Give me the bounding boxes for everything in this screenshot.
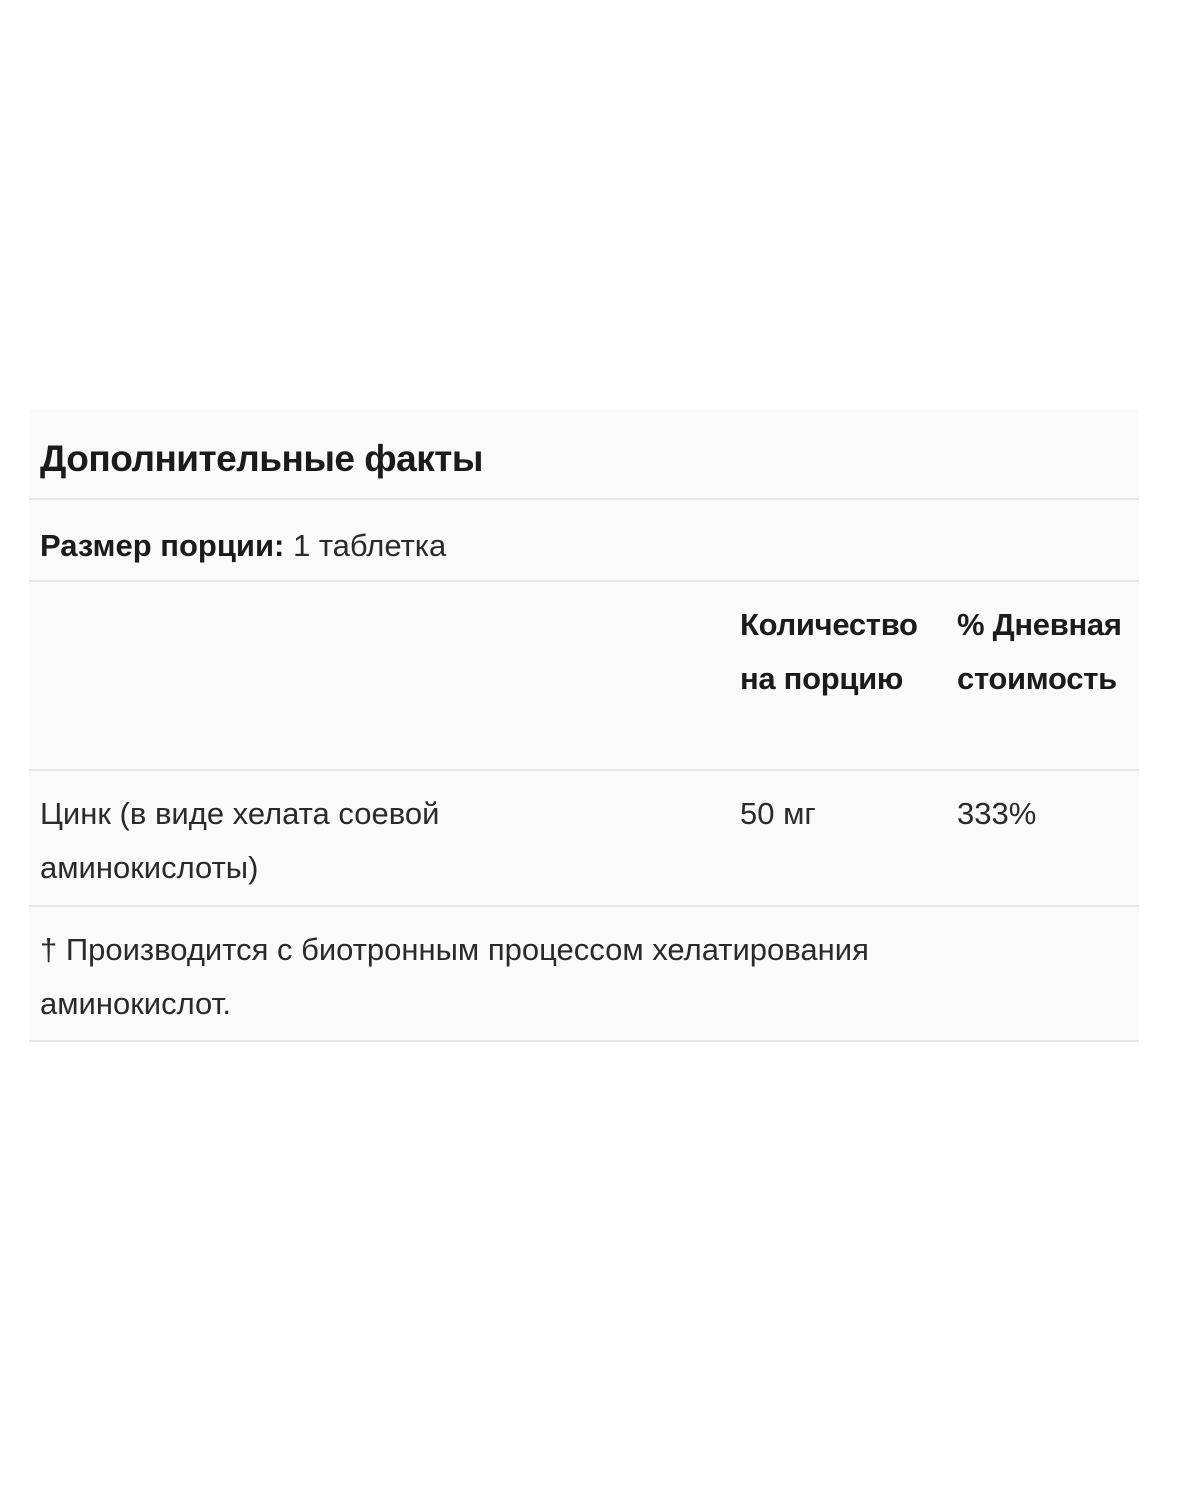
ingredient-name: Цинк (в виде хелата соевой аминокислоты) [29, 770, 729, 906]
facts-table [29, 582, 1139, 907]
header-daily-value: % Дневная стоимость [946, 582, 1139, 770]
panel-title: Дополнительные факты [29, 410, 1139, 500]
table-header-row [29, 582, 1139, 770]
table-row [29, 770, 1139, 906]
serving-size-row [29, 500, 1139, 582]
supplement-facts-panel [29, 410, 1139, 1042]
serving-size-value: 1 таблетка [292, 528, 447, 563]
header-amount-per-serving: Количество на порцию [729, 582, 946, 770]
footnote: † Производится с биотронным процессом хелатирования аминокислот. [29, 907, 1139, 1042]
ingredient-amount: 50 мг [729, 770, 946, 906]
header-ingredient [29, 582, 729, 770]
serving-size-label: Размер порции: [40, 528, 285, 563]
ingredient-daily-value: 333% [946, 770, 1139, 906]
